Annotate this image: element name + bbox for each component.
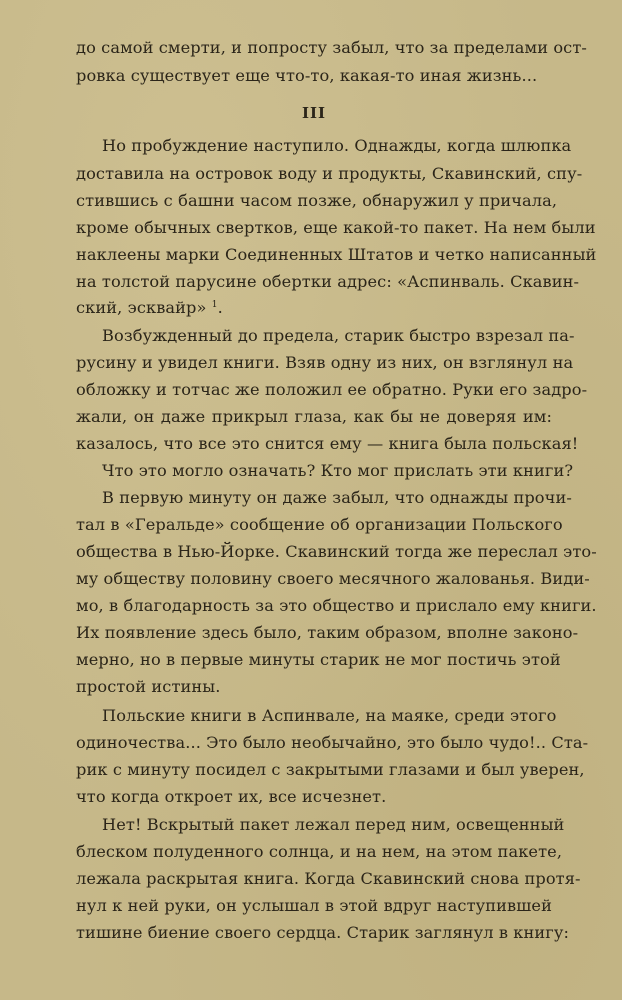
text-line: до самой смерти, и попросту забыл, что за пределами ост-: [76, 38, 587, 57]
text-line-with-footnote-ref: [76, 298, 552, 320]
text-line: рик с минуту посидел с закрытыми глазами и был уверен,: [76, 760, 585, 779]
text-line: Что это могло означать? Кто мог прислать эти книги?: [102, 461, 574, 480]
section-heading: III: [301, 104, 327, 122]
text-line: простой истины.: [76, 677, 221, 696]
text-fragment: ский, эсквайр»: [76, 298, 207, 317]
text-line: мерно, но в первые минуты старик не мог постичь этой: [76, 650, 561, 669]
text-line: русину и увидел книги. Взяв одну из них, он взглянул на: [76, 353, 574, 372]
text-line: ровка существует еще что-то, какая-то иная жизнь...: [76, 66, 538, 85]
text-line: Возбужденный до предела, старик быстро взрезал па-: [102, 326, 575, 345]
text-line: казалось, что все это снится ему — книга была польская!: [76, 434, 579, 453]
text-line: Польские книги в Аспинвале, на маяке, среди этого: [102, 706, 557, 725]
text-line: В первую минуту он даже забыл, что однажды прочи-: [102, 488, 572, 507]
text-line: Их появление здесь было, таким образом, вполне законо-: [76, 623, 579, 642]
text-line: одиночества... Это было необычайно, это было чудо!.. Ста-: [76, 733, 589, 752]
text-line: доставила на островок воду и продукты, Скавинский, спу-: [76, 164, 583, 183]
text-line: тал в «Геральде» сообщение об организации Польского: [76, 515, 563, 534]
text-line: Нет! Вскрытый пакет лежал перед ним, освещенный: [102, 815, 565, 834]
text-line: общества в Нью-Йорке. Скавинский тогда же переслал это-: [76, 542, 597, 561]
text-line: блеском полуденного солнца, и на нем, на этом пакете,: [76, 842, 563, 861]
text-line: кроме обычных свертков, еще какой-то пакет. На нем были: [76, 218, 596, 237]
text-line: на толстой парусине обертки адрес: «Аспинваль. Скавин-: [76, 272, 580, 291]
text-line: обложку и тотчас же положил ее обратно. Руки его задро-: [76, 380, 588, 399]
text-line: наклеены марки Соединенных Штатов и четко написанный: [76, 245, 597, 264]
text-line: стившись с башни часом позже, обнаружил у причала,: [76, 191, 558, 210]
text-line: лежала раскрытая книга. Когда Скавинский снова протя-: [76, 869, 581, 888]
footnote-ref[interactable]: 1: [211, 300, 218, 310]
text-line: что когда откроет их, все исчезнет.: [76, 787, 387, 806]
text-line: нул к ней руки, он услышал в этой вдруг наступившей: [76, 896, 552, 915]
text-line: му обществу половину своего месячного жалованья. Види-: [76, 569, 590, 588]
text-line: жали, он даже прикрыл глаза, как бы не доверяя им:: [76, 407, 552, 426]
punctuation: .: [217, 298, 223, 317]
text-line: тишине биение своего сердца. Старик заглянул в книгу:: [76, 923, 570, 942]
text-line: Но пробуждение наступило. Однажды, когда шлюпка: [102, 136, 572, 155]
text-line: мо, в благодарность за это общество и прислало ему книги.: [76, 596, 597, 615]
